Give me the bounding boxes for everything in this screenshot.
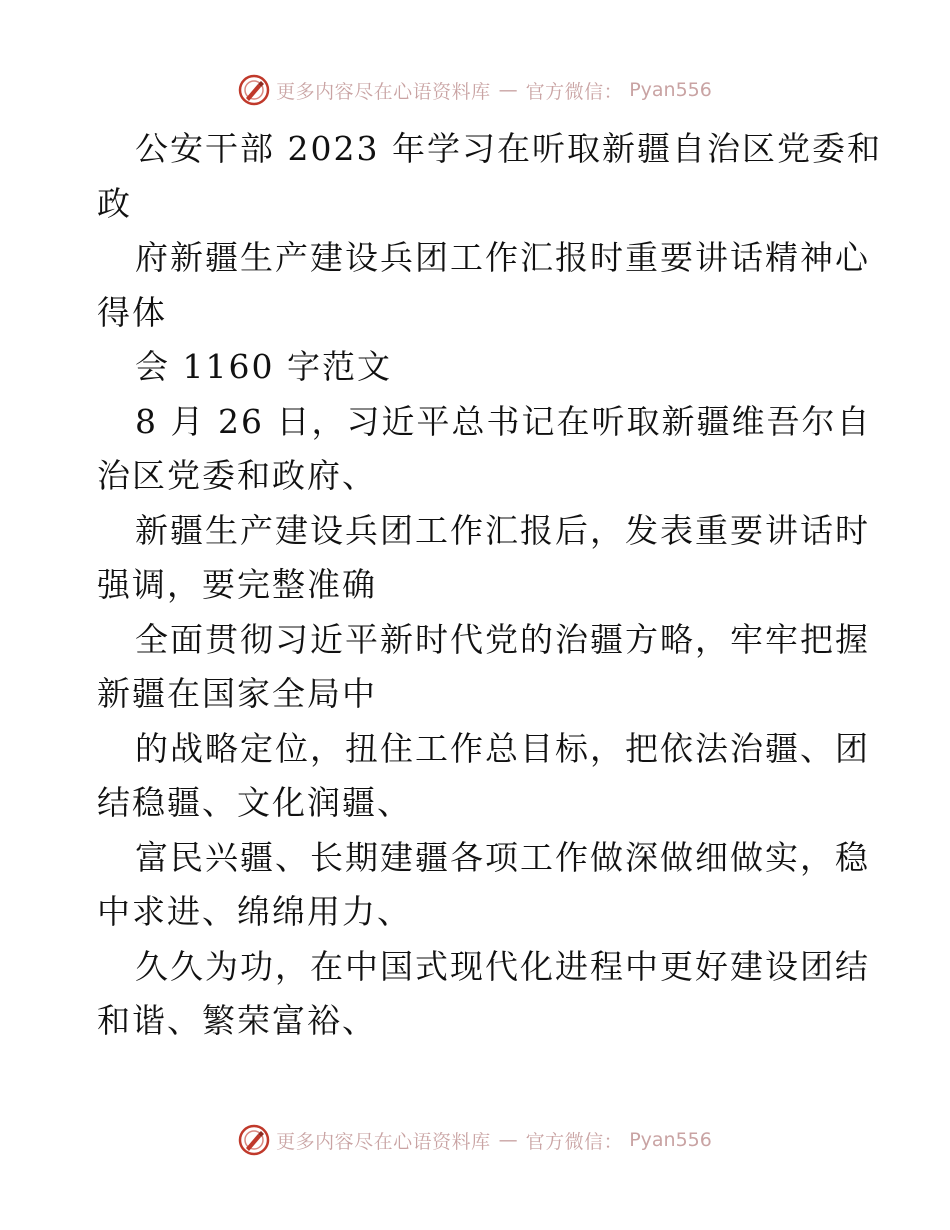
- text-line: 的战略定位，扭住工作总目标，把依法治疆、团: [135, 728, 870, 768]
- banner-account: Pyan556: [629, 79, 712, 101]
- banner-title: 更多内容尽在心语资料库: [276, 1130, 491, 1153]
- banner-label: 官方微信：: [525, 1130, 624, 1153]
- text-line: 和谐、繁荣富裕、: [97, 1001, 377, 1040]
- banner-separator: —: [498, 1129, 518, 1151]
- text-line: 结稳疆、文化润疆、: [97, 783, 412, 822]
- text-line: 新疆生产建设兵团工作汇报后，发表重要讲话时: [135, 510, 870, 550]
- banner-account: Pyan556: [629, 1129, 712, 1151]
- text-line: 中求进、绵绵用力、: [97, 892, 412, 931]
- text-line: 强调，要完整准确: [97, 565, 377, 604]
- banner-label: 官方微信：: [525, 80, 624, 103]
- banner-title: 更多内容尽在心语资料库: [276, 80, 491, 103]
- text-line: 府新疆生产建设兵团工作汇报时重要讲话精神心: [135, 238, 870, 277]
- text-line: 全面贯彻习近平新时代党的治疆方略，牢牢把握: [135, 619, 870, 659]
- text-line: 得体: [97, 292, 167, 332]
- text-line: 治区党委和政府、: [97, 456, 377, 495]
- footer-banner: [0, 1120, 950, 1160]
- text-line: 富民兴疆、长期建疆各项工作做深做细做实，稳: [135, 837, 870, 877]
- banner-separator: —: [498, 79, 518, 101]
- pen-logo-icon: [238, 74, 270, 106]
- text-line: 8 月 26 日，习近平总书记在听取新疆维吾尔自: [135, 401, 872, 441]
- text-line: 公安干部 2023 年学习在听取新疆自治区党委和: [135, 129, 882, 168]
- document-body: [97, 122, 882, 1049]
- pen-logo-icon: [238, 1124, 270, 1156]
- header-banner: [0, 70, 950, 110]
- text-line: 政: [97, 183, 132, 223]
- text-line: 新疆在国家全局中: [97, 674, 377, 713]
- text-line: 久久为功，在中国式现代化进程中更好建设团结: [135, 946, 870, 986]
- text-line: 会 1160 字范文: [135, 347, 392, 386]
